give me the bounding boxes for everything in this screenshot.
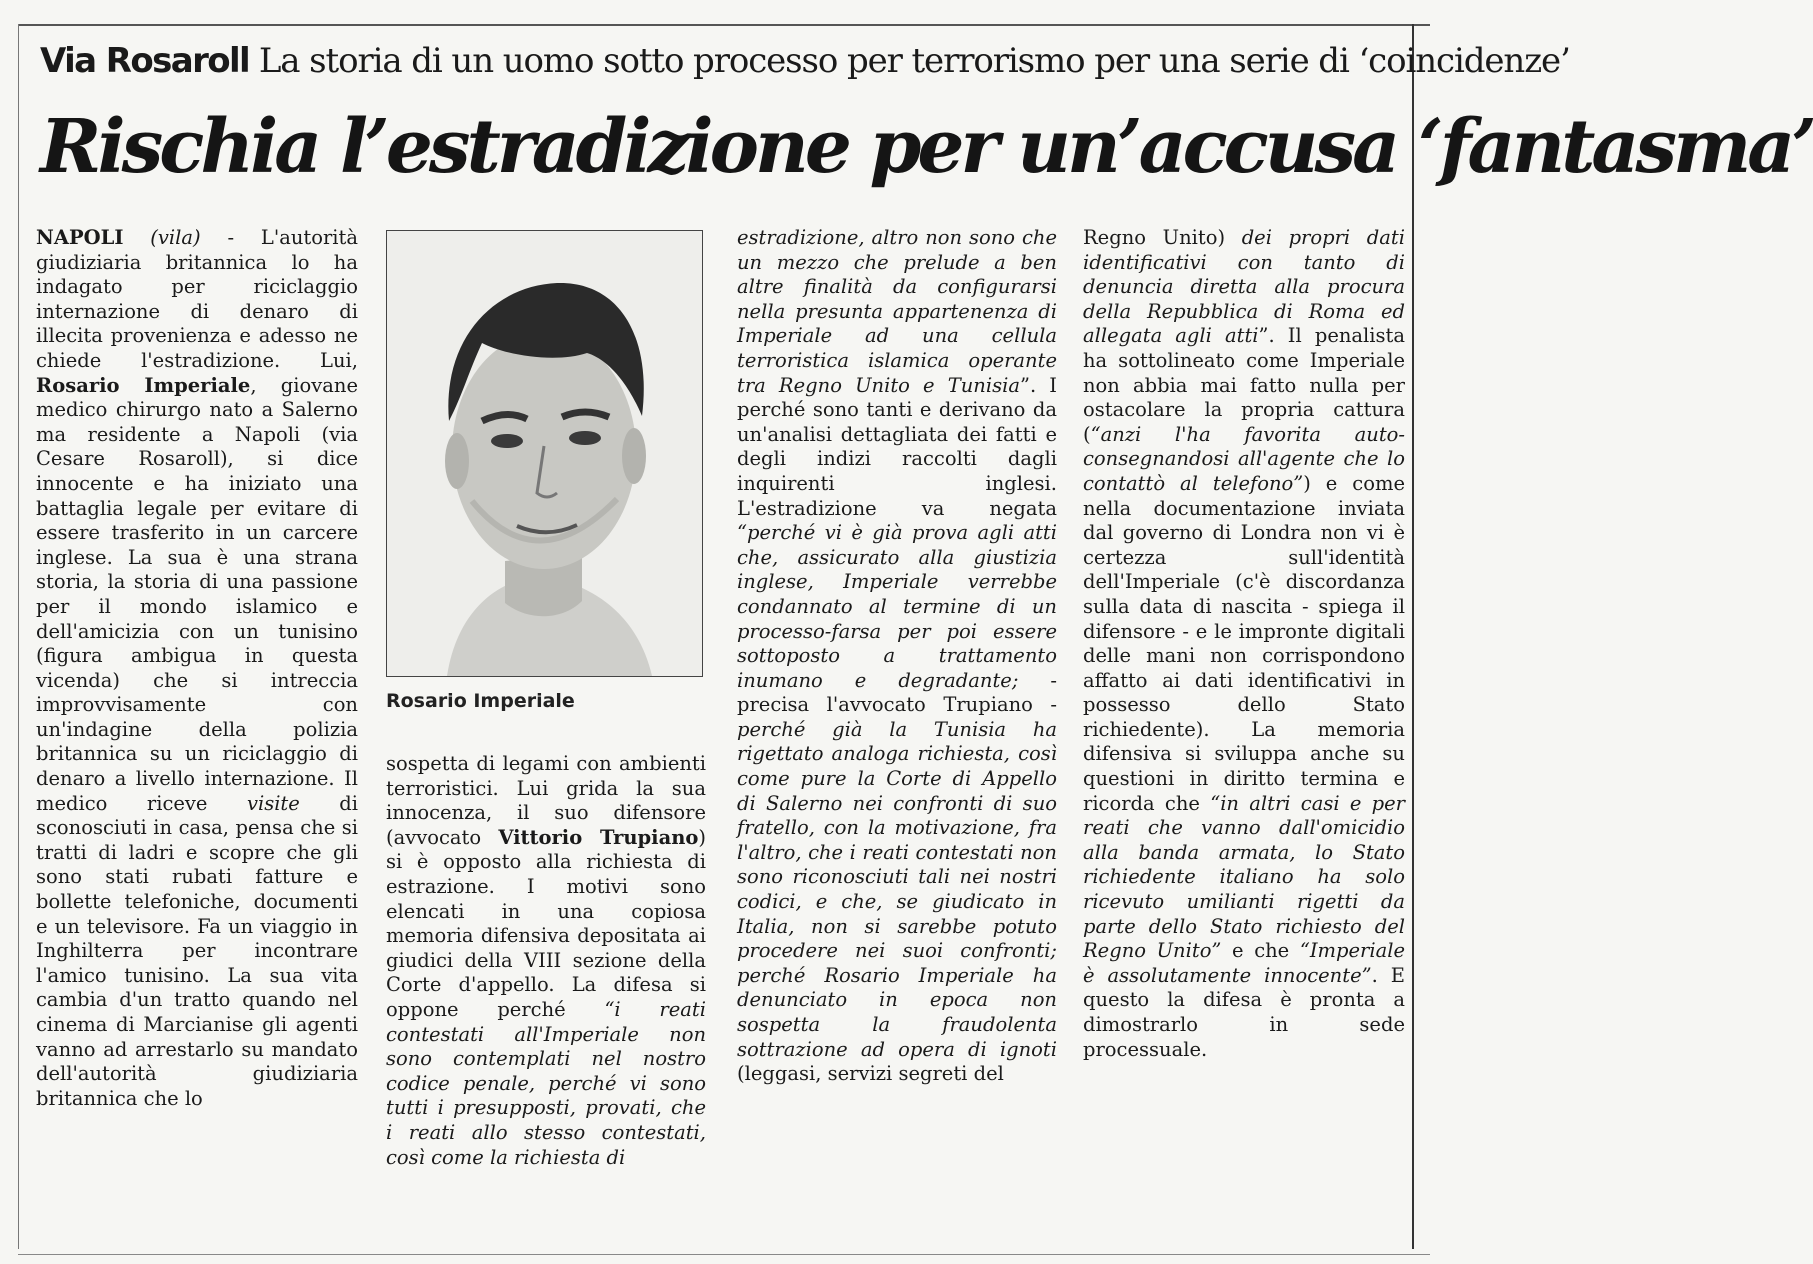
body-text: ) e come nella documentazione inviata dal governo di Londra non vi è certezza sull'identità dell'Imperiale (c'è discordanza sulla data di nascita - spiega il difensore - e le impronte digitali delle mani non corrispondono affatto ai dati identificativi in possesso dello Stato richiedente). La memoria difensiva si sviluppa anche su questioni in diritto termina e ricorda che	[1083, 471, 1405, 815]
right-rule	[1412, 24, 1414, 1249]
quote-text: “Imperiale è assolutamente innocente”	[1083, 939, 1405, 987]
left-rule	[18, 24, 19, 1249]
italic-word: visite	[246, 791, 300, 815]
lead-text: - L'autorità giudiziaria britannica lo ha indagato per riciclaggio internazione di denaro di illecita provenienza e adesso ne chiede l'estradizione. Lui,	[36, 226, 359, 372]
quote-text: “in altri casi e per reati che vanno dall'omicidio alla banda armata, lo Stato richiedente italiano ha solo ricevuto umilianti rigetti da parte dello Stato richiesto del Regno Unito”	[1083, 791, 1405, 963]
portrait-photo	[386, 230, 703, 677]
body-text: e che	[1221, 939, 1300, 963]
article-column-1	[36, 226, 358, 1111]
kicker-label: Via Rosaroll	[40, 41, 250, 81]
subject-name: Rosario Imperiale	[36, 373, 251, 397]
quote-text: perché già la Tunisia ha rigettato analoga richiesta, così come pure la Corte di Appello di Salerno nei confronti di suo fratello, con la motivazione, fra l'altro, che i reati contestati non sono riconosciuti tali nei nostri codici, e che, se giudicato in Italia, non si sarebbe potuto procedere nei suoi confronti; perché Rosario Imperiale ha denunciato in epoca non sospetta la fraudolenta sottrazione ad opera di ignoti	[737, 717, 1057, 1061]
column-2-text	[386, 752, 706, 1170]
body-text: - precisa l'avvocato Trupiano -	[737, 668, 1057, 717]
body-text: ”. Il penalista ha sottolineato come Imperiale non abbia mai fatto nulla per ostacolare la propria cattura (	[1083, 324, 1405, 446]
quote-text: “perché vi è già prova agli atti che, assicurato alla giustizia inglese, Imperiale verrebbe condannato al termine di un processo-farsa per poi essere sottoposto a trattamento inumano e degradante;	[737, 521, 1057, 692]
article-column-3	[737, 226, 1057, 1087]
body-text: sospetta di legami con ambienti terroristici. Lui grida la sua innocenza, il suo difensore (avvocato	[386, 752, 706, 849]
author: (vila)	[150, 226, 201, 249]
quote-text: “i reati contestati all'Imperiale non sono contemplati nel nostro codice penale, perché vi sono tutti i presupposti, provati, che i reati allo stesso contestati, così come la richiesta di	[386, 997, 706, 1169]
quote-text: dei propri dati identificativi con tanto di denuncia diretta alla procura della Repubblica di Roma ed allegata agli atti	[1083, 226, 1405, 348]
kicker-text: La storia di un uomo sotto processo per terrorismo per una serie di ‘coincidenze’	[258, 41, 1570, 81]
column-1-text	[36, 226, 358, 1111]
top-rule	[18, 24, 1430, 26]
quote-text: “anzi l'ha favorita auto-consegnandosi all'agente che lo contattò al telefono”	[1083, 422, 1405, 495]
body-text: ”. I perché sono tanti e derivano da un'analisi dettagliata dei fatti e degli indizi raccolti dagli inquirenti inglesi. L'estradizione va negata	[737, 373, 1057, 520]
body-text: , giovane medico chirurgo nato a Salerno ma residente a Napoli (via Cesare Rosaroll), si dice innocente e ha iniziato una battaglia legale per evitare di essere trasferito in un carcere inglese. La sua è una strana storia, la storia di una passione per il mondo islamico e dell'amicizia con un tunisino (figura ambigua in questa vicenda) che si intreccia improvvisamente con un'indagine della polizia britannica su un riciclaggio di denaro a livello internazione. Il medico riceve	[36, 373, 358, 815]
article-column-4	[1083, 226, 1405, 1062]
column-4-text	[1083, 226, 1405, 1062]
body-text: . E questo la difesa è pronta a dimostrarlo in sede processuale.	[1083, 963, 1405, 1061]
body-text: di sconosciuti in casa, pensa che si tratti di ladri e scopre che gli sono stati rubati fatture e bollette telefoniche, documenti e un televisore. Fa un viaggio in Inghilterra per incontrare l'amico tunisino. La sua vita cambia d'un tratto quando nel cinema di Marcianise gli agenti vanno ad arrestarlo su mandato dell'autorità giudiziaria britannica che lo	[36, 791, 359, 1110]
dateline: NAPOLI	[36, 226, 124, 249]
body-text: Regno Unito)	[1083, 226, 1242, 249]
body-text: (leggasi, servizi segreti del	[737, 1062, 1004, 1086]
portrait-illustration	[387, 231, 702, 676]
quote-text: estradizione, altro non sono che un mezzo che prelude a ben altre finalità da configurarsi nella presunta appartenenza di Imperiale ad una cellula terroristica islamica operante tra Regno Unito e Tunisia	[737, 226, 1057, 397]
kicker	[40, 38, 1570, 84]
lawyer-name: Vittorio Trupiano	[498, 825, 699, 849]
photo-caption: Rosario Imperiale	[386, 690, 575, 712]
column-3-text	[737, 226, 1057, 1087]
body-text: ) si è opposto alla richiesta di estrazione. I motivi sono elencati in una copiosa memoria difensiva depositata ai giudici della VIII sezione della Corte d'appello. La difesa si oppone perché	[386, 825, 706, 1021]
bottom-rule	[18, 1254, 1430, 1255]
article-column-2	[386, 752, 706, 1170]
headline: Rischia l’estradizione per un’accusa ‘fantasma’	[40, 104, 1813, 190]
